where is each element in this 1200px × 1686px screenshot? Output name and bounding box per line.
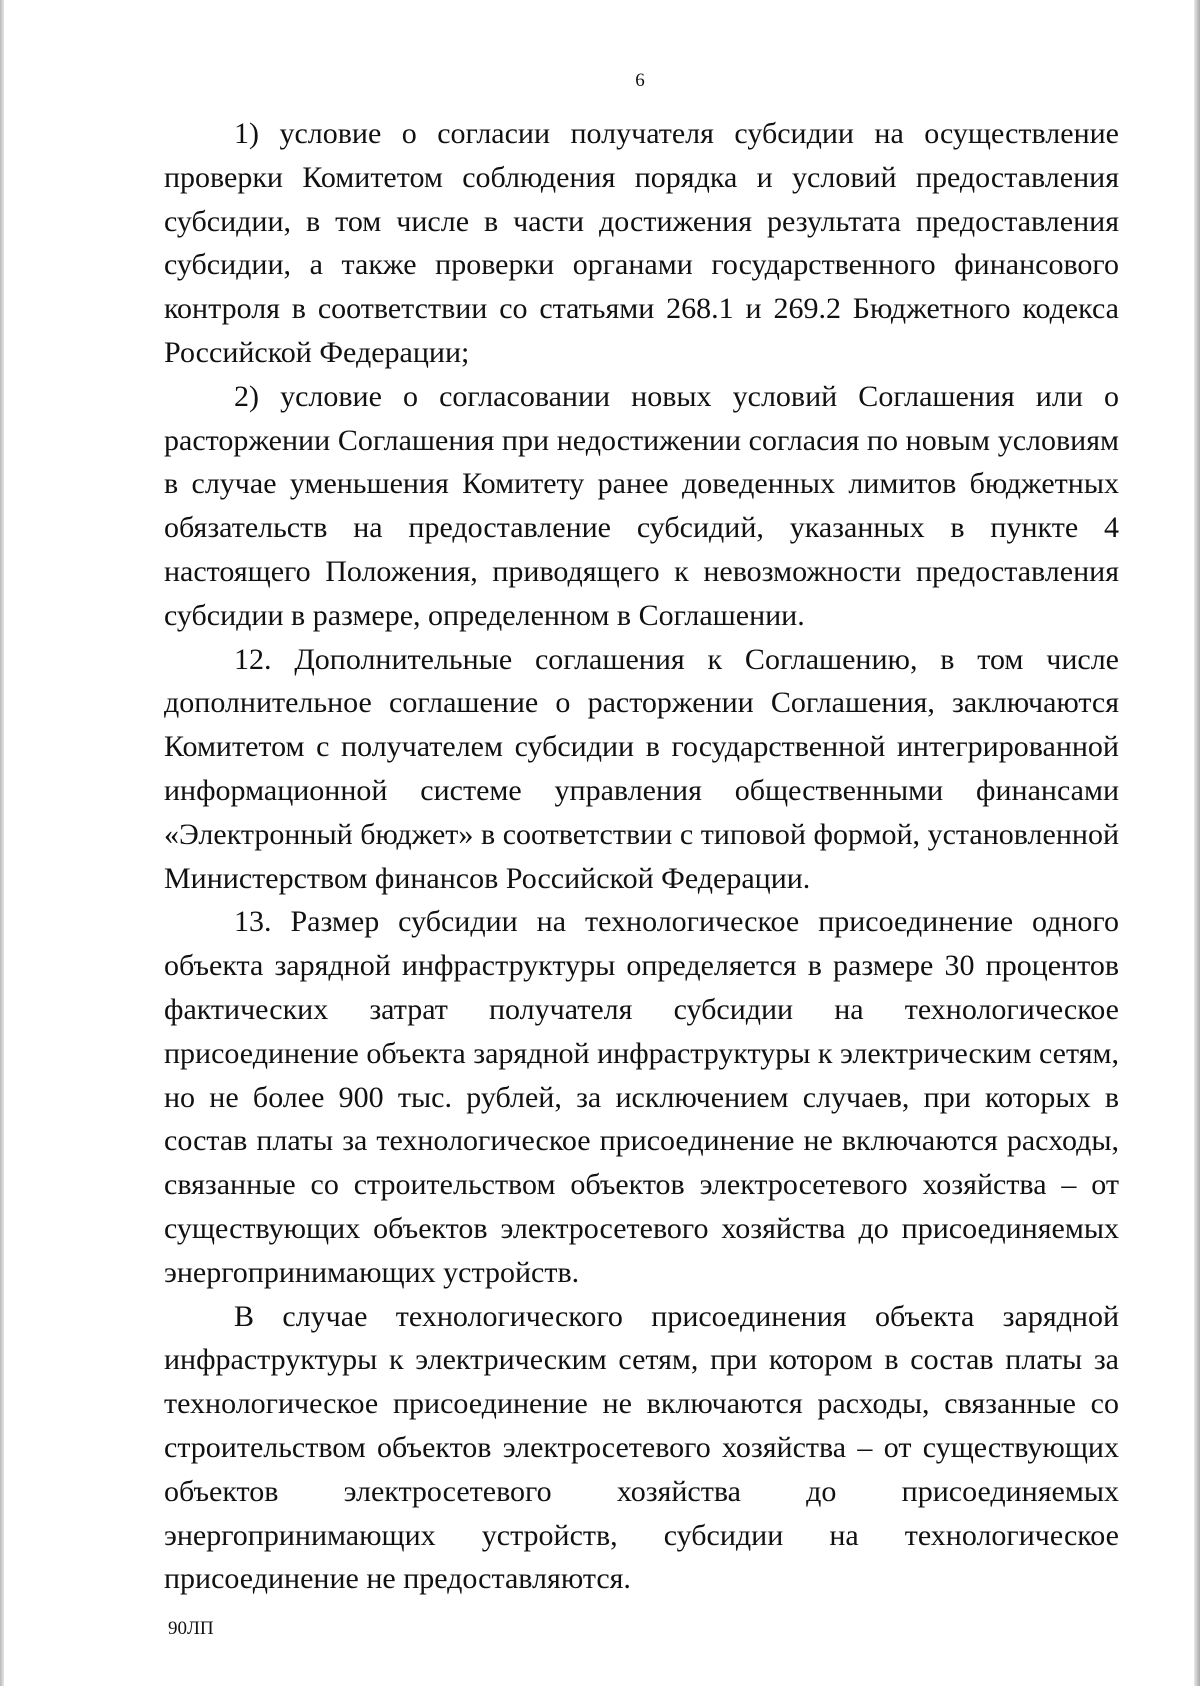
- scan-edge-left: [0, 0, 4, 1686]
- scan-edge-right: [1194, 0, 1200, 1686]
- document-body: [164, 112, 1119, 1601]
- paragraph-condition-2: 2) условие о согласовании новых условий Соглашения или о расторжении Соглашения при недостижении согласия по новым условиям в случае уменьшения Комитету ранее доведенных лимитов бюджетных обязательств на предоставление субсидий, указанных в пункте 4 настоящего Положения, приводящего к невозможности предоставления субсидии в размере, определенном в Соглашении.: [164, 379, 1119, 632]
- paragraph-clause-13-exception: В случае технологического присоединения объекта зарядной инфраструктуры к электрическим сетям, при котором в состав платы за технологическое присоединение не включаются расходы, связанные со строительством объектов электросетевого хозяйства – от существующих объектов электросетевого хозяйства до присоединяемых энергопринимающих устройств, субсидии на технологическое присоединение не предоставляются.: [164, 1299, 1119, 1596]
- paragraph-clause-13: 13. Размер субсидии на технологическое присоединение одного объекта зарядной инфраструктуры определяется в размере 30 процентов фактических затрат получателя субсидии на технологическое присоединение объекта зарядной инфраструктуры к электрическим сетям, но не более 900 тыс. рублей, за исключением случаев, при которых в состав платы за технологическое присоединение не включаются расходы, связанные со строительством объектов электросетевого хозяйства – от существующих объектов электросетевого хозяйства до присоединяемых энергопринимающих устройств.: [164, 905, 1119, 1289]
- paragraph-clause-12: 12. Дополнительные соглашения к Соглашению, в том числе дополнительное соглашение о расторжении Соглашения, заключаются Комитетом с получателем субсидии в государственной интегрированной информационной системе управления общественными финансами «Электронный бюджет» в соответствии с типовой формой, установленной Министерством финансов Российской Федерации.: [164, 642, 1119, 895]
- page-number: 6: [635, 70, 645, 91]
- document-code: 90ЛП: [168, 1618, 214, 1639]
- paragraph-condition-1: 1) условие о согласии получателя субсидии на осуществление проверки Комитетом соблюдения порядка и условий предоставления субсидии, в том числе в части достижения результата предоставления субсидии, а также проверки органами государственного финансового контроля в соответствии со статьями 268.1 и 269.2 Бюджетного кодекса Российской Федерации;: [164, 117, 1119, 369]
